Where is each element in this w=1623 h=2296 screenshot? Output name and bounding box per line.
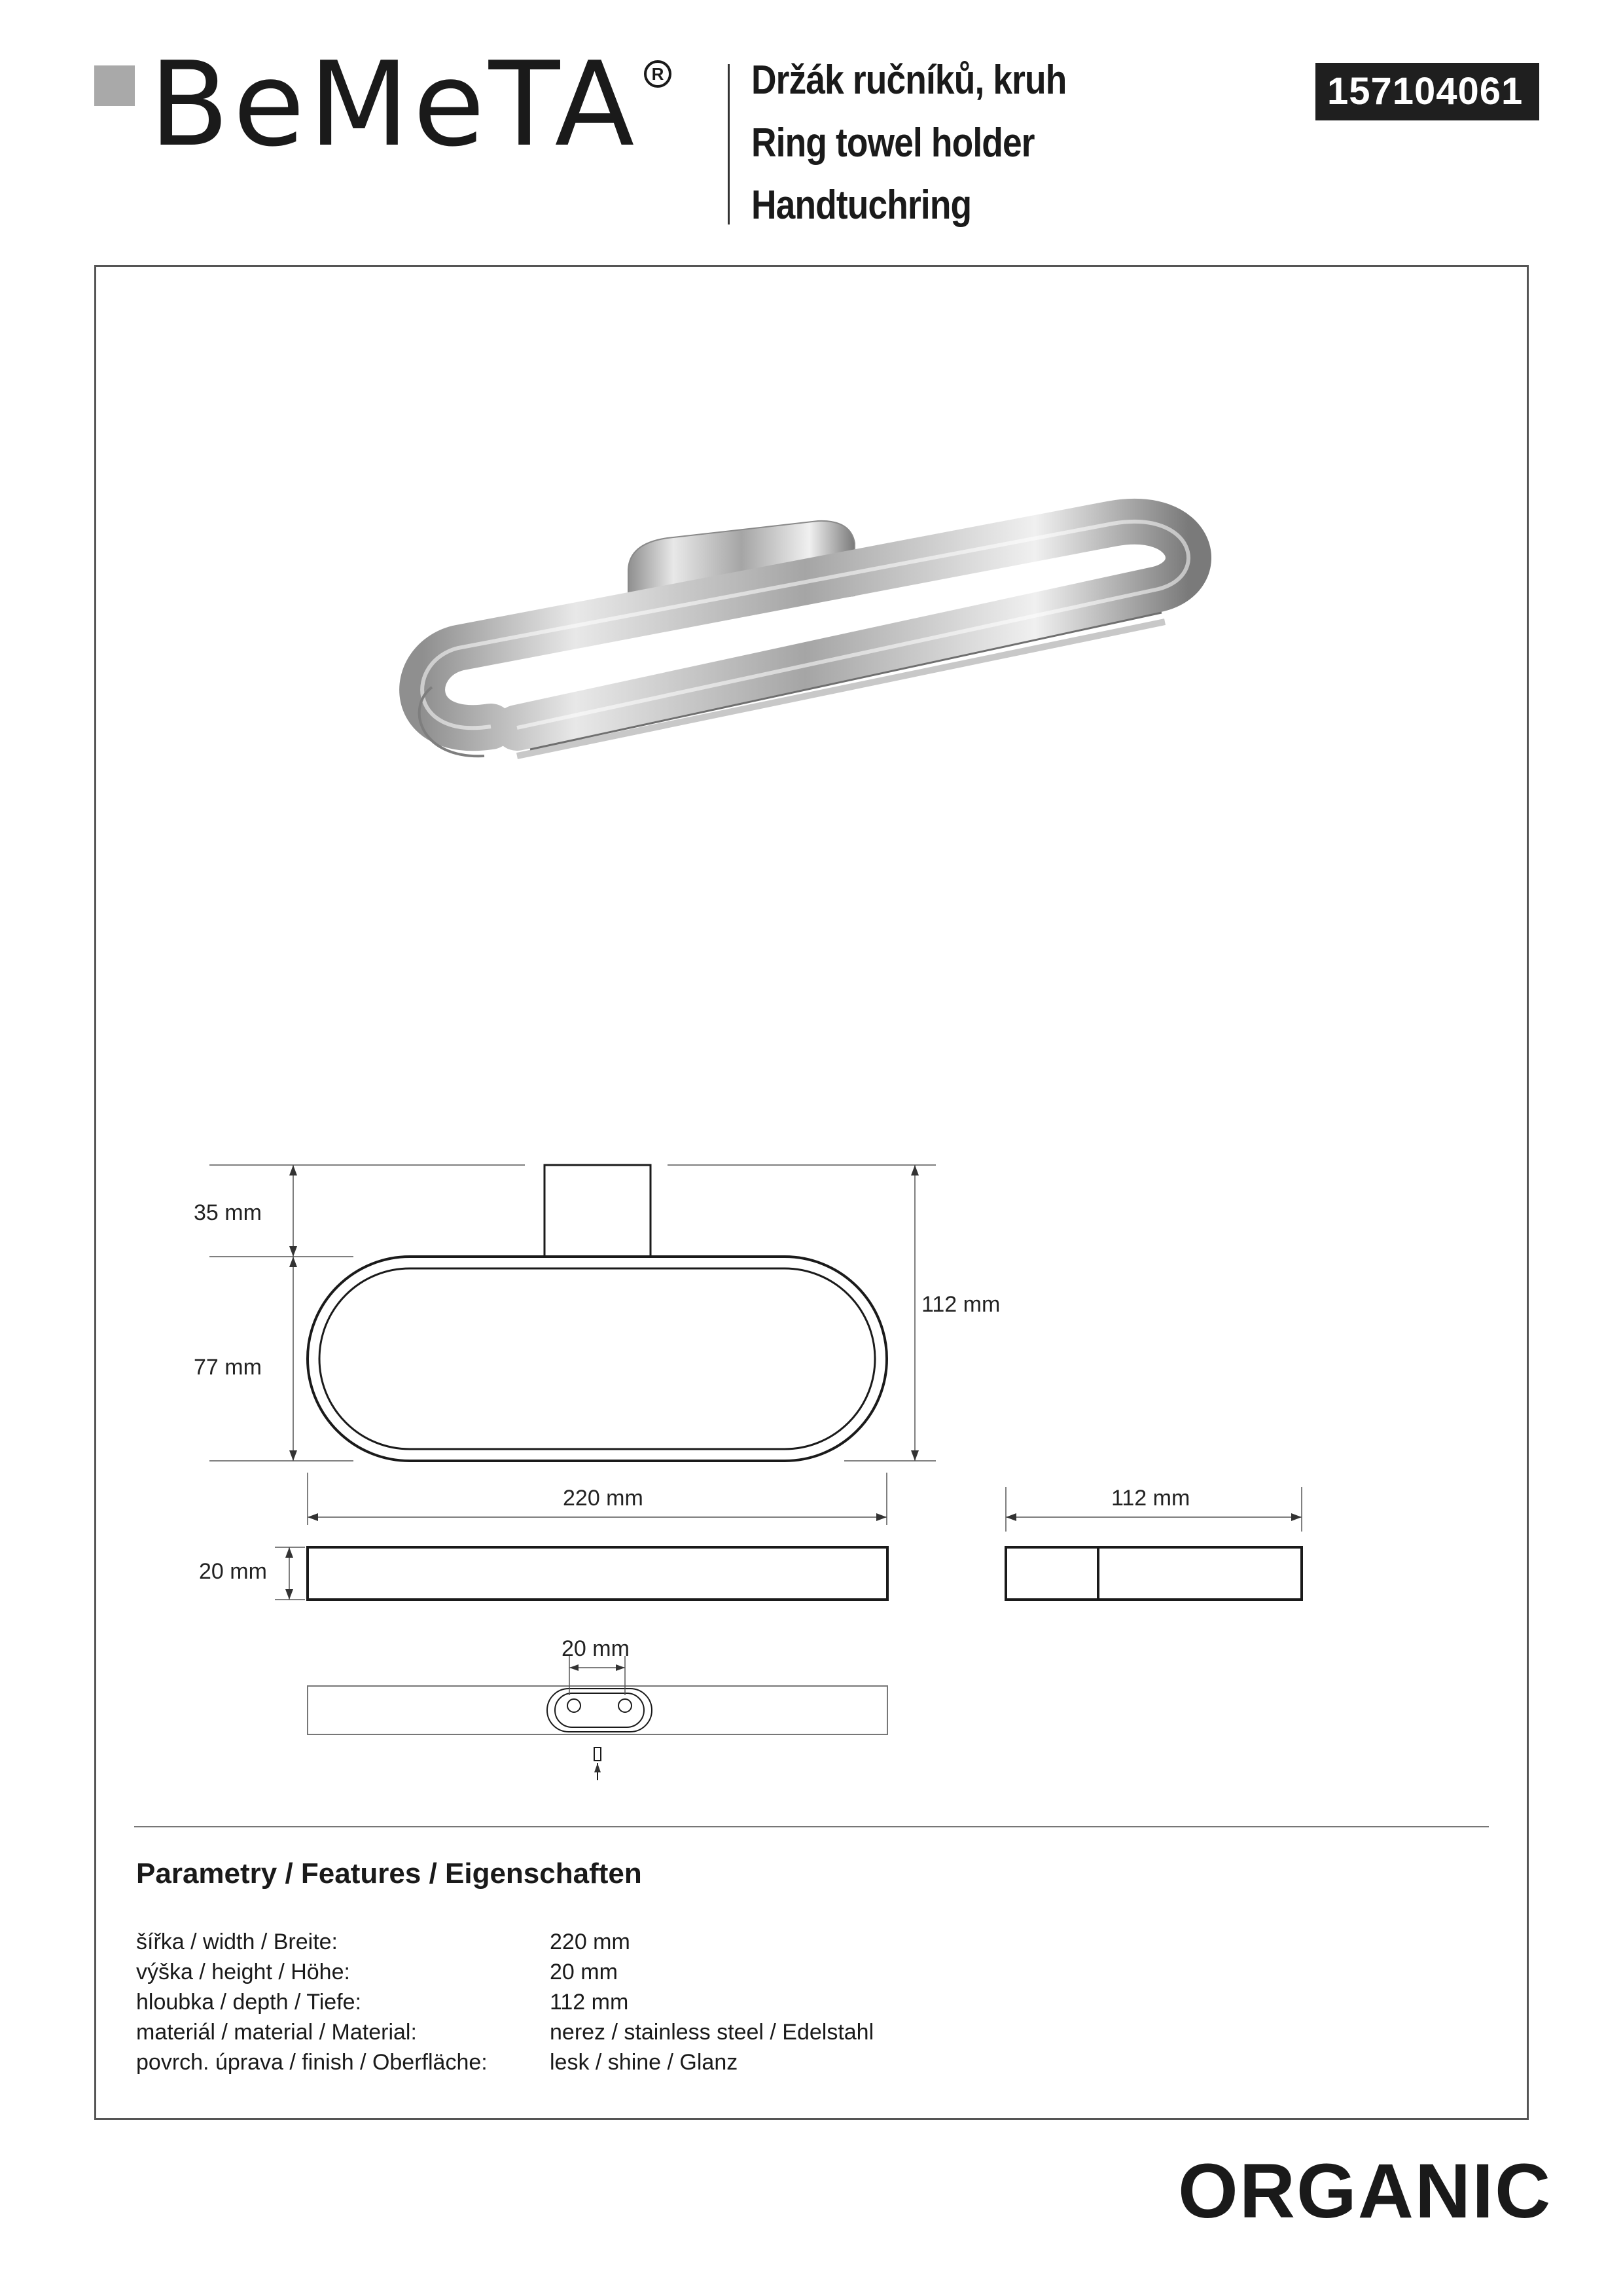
front-view-bar [308,1547,887,1600]
ring-outer-outline [308,1257,887,1461]
dim-ring-height: 77 mm [194,1355,262,1380]
spec-value: nerez / stainless steel / Edelstahl [550,2020,874,2045]
spec-name: povrch. úprava / finish / Oberfläche: [136,2050,488,2075]
side-view [1006,1547,1302,1600]
dim-total-depth: 112 mm [921,1292,1001,1317]
brand-logo: BeMeTA [149,37,639,172]
section-divider [134,1826,1489,1827]
title-english: Ring towel holder [751,120,1035,166]
title-german: Handtuchring [751,183,972,228]
dim-width: 220 mm [563,1486,643,1511]
spec-name: materiál / material / Material: [136,2020,417,2045]
dim-thickness: 20 mm [199,1559,267,1584]
title-czech: Držák ručníků, kruh [751,58,1067,103]
dim-side-depth: 112 mm [1111,1486,1190,1511]
spec-name: výška / height / Höhe: [136,1960,350,1984]
dim-stem-height: 35 mm [194,1200,262,1225]
spec-value: lesk / shine / Glanz [550,2050,738,2075]
spec-value: 112 mm [550,1990,629,2015]
product-code: 157104061 [1315,63,1539,120]
spec-name: šířka / width / Breite: [136,1929,338,1954]
registered-mark: R [644,60,671,88]
series-name: ORGANIC [1178,2148,1552,2234]
ring-inner-outline [319,1268,875,1449]
spec-value: 220 mm [550,1929,630,1954]
spec-name: hloubka / depth / Tiefe: [136,1990,362,2015]
spec-value: 20 mm [550,1960,618,1984]
dim-hole-spacing: 20 mm [562,1636,630,1661]
mount-block-outline [544,1165,651,1257]
features-title: Parametry / Features / Eigenschaften [136,1857,642,1890]
